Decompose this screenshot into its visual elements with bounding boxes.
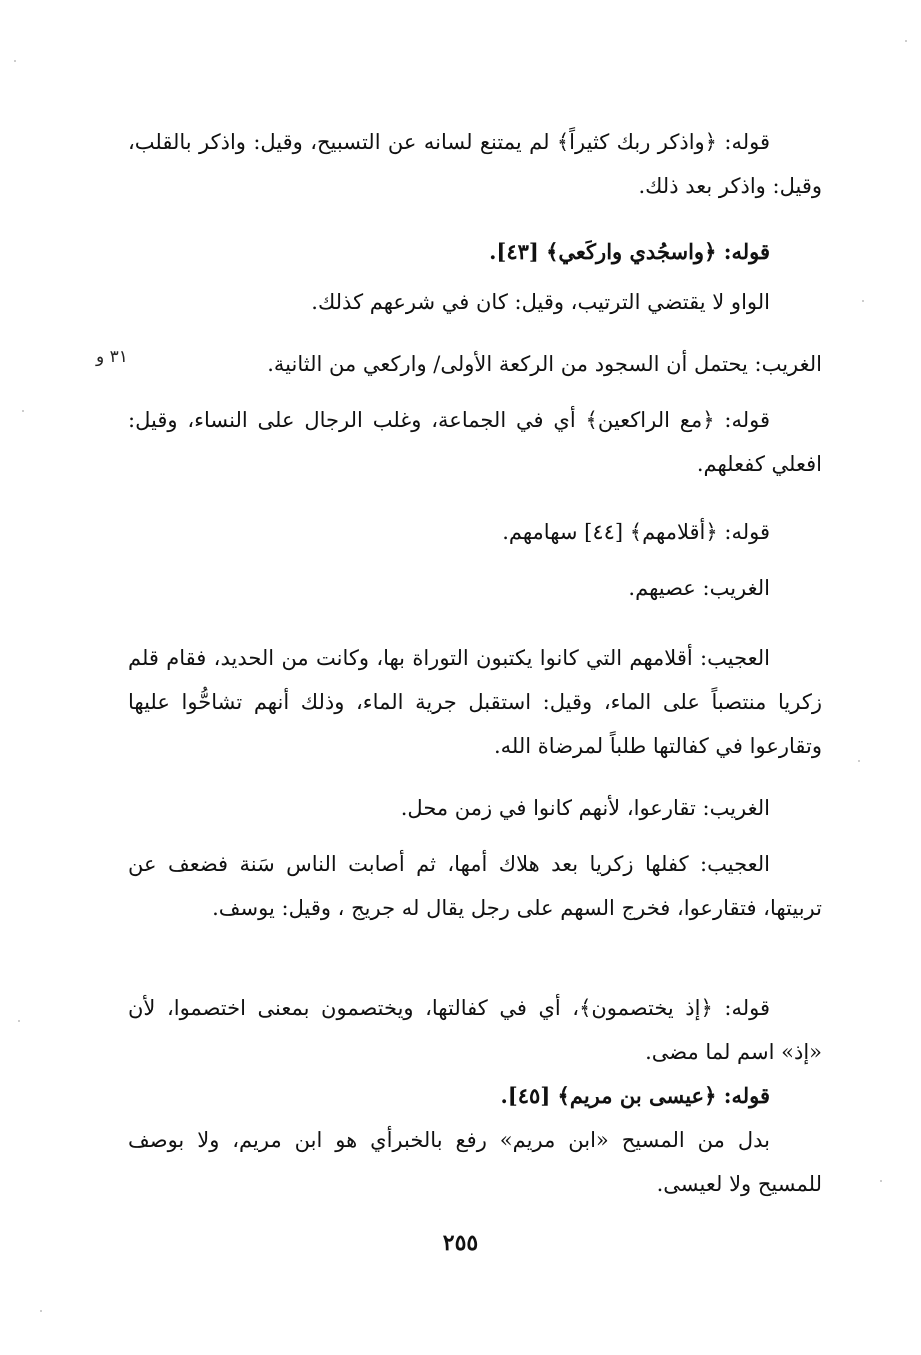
paragraph-gharib-usiyyuhum: الغريب: عصيهم. [628,576,770,600]
paragraph-badal-masih: بدل من المسيح «ابن مريم» رفع بالخبرأي هو ابن مريم، ولا بوصف للمسيح ولا لعيسى. [128,1128,822,1196]
paragraph-idh-yakhtasimun: قوله: ﴿إذ يختصمون﴾، أي في كفالتها، ويختصمون بمعنى اختصموا، لأن «إذ» اسم لما مضى. [128,996,822,1064]
scan-speck [40,1310,42,1312]
scan-speck [18,1020,20,1022]
paragraph-waw-tartib: الواو لا يقتضي الترتيب، وقيل: كان في شرعهم كذلك. [311,290,770,314]
paragraph-gharib-sujud: الغريب: يحتمل أن السجود من الركعة الأولى/ واركعي من الثانية. [267,352,822,376]
scan-speck [880,1180,882,1182]
scan-speck [14,60,16,62]
paragraph-gharib-taqaraau: الغريب: تقارعوا، لأنهم كانوا في زمن محل. [400,796,770,820]
paragraph-wasjudi-heading: قوله: ﴿واسجُدي واركَعي﴾ [٤٣]. [489,239,770,264]
scan-speck [862,300,864,302]
paragraph-aqlamahum-heading: قوله: ﴿أقلامهم﴾ [٤٤] سهامهم. [502,520,770,544]
paragraph-wadhkur: قوله: ﴿واذكر ربك كثيراً﴾ لم يمتنع لسانه عن التسبيح، وقيل: واذكر بالقلب، وقيل: واذكر بعد ذلك. [128,130,822,198]
margin-folio-note: ٣١ و [96,347,128,367]
scan-speck [22,410,24,412]
paragraph-ajib-aqlam: العجيب: أقلامهم التي كانوا يكتبون التوراة بها، وكانت من الحديد، فقام قلم زكريا منتصباً على الماء، وقيل: استقبل جرية الماء، وذلك أنهم تشاحُّوا عليها وتقارعوا في كفالتها طلباً لمرضاة الله. [128,646,822,758]
paragraph-isa-heading: قوله: ﴿عيسى بن مريم﴾ [٤٥]. [500,1083,770,1108]
scan-speck [858,760,860,762]
paragraph-maa-arrakiin: قوله: ﴿مع الراكعين﴾ أي في الجماعة، وغلب الرجال على النساء، وقيل: افعلي كفعلهم. [128,408,822,476]
paragraph-ajib-kafalaha: العجيب: كفلها زكريا بعد هلاك أمها، ثم أصابت الناس سَنة فضعف عن تربيتها، فتقارعوا، فخرج السهم على رجل يقال له جريج ، وقيل: يوسف. [128,852,822,920]
scan-speck [905,40,907,42]
page-number: ٢٥٥ [442,1230,479,1256]
